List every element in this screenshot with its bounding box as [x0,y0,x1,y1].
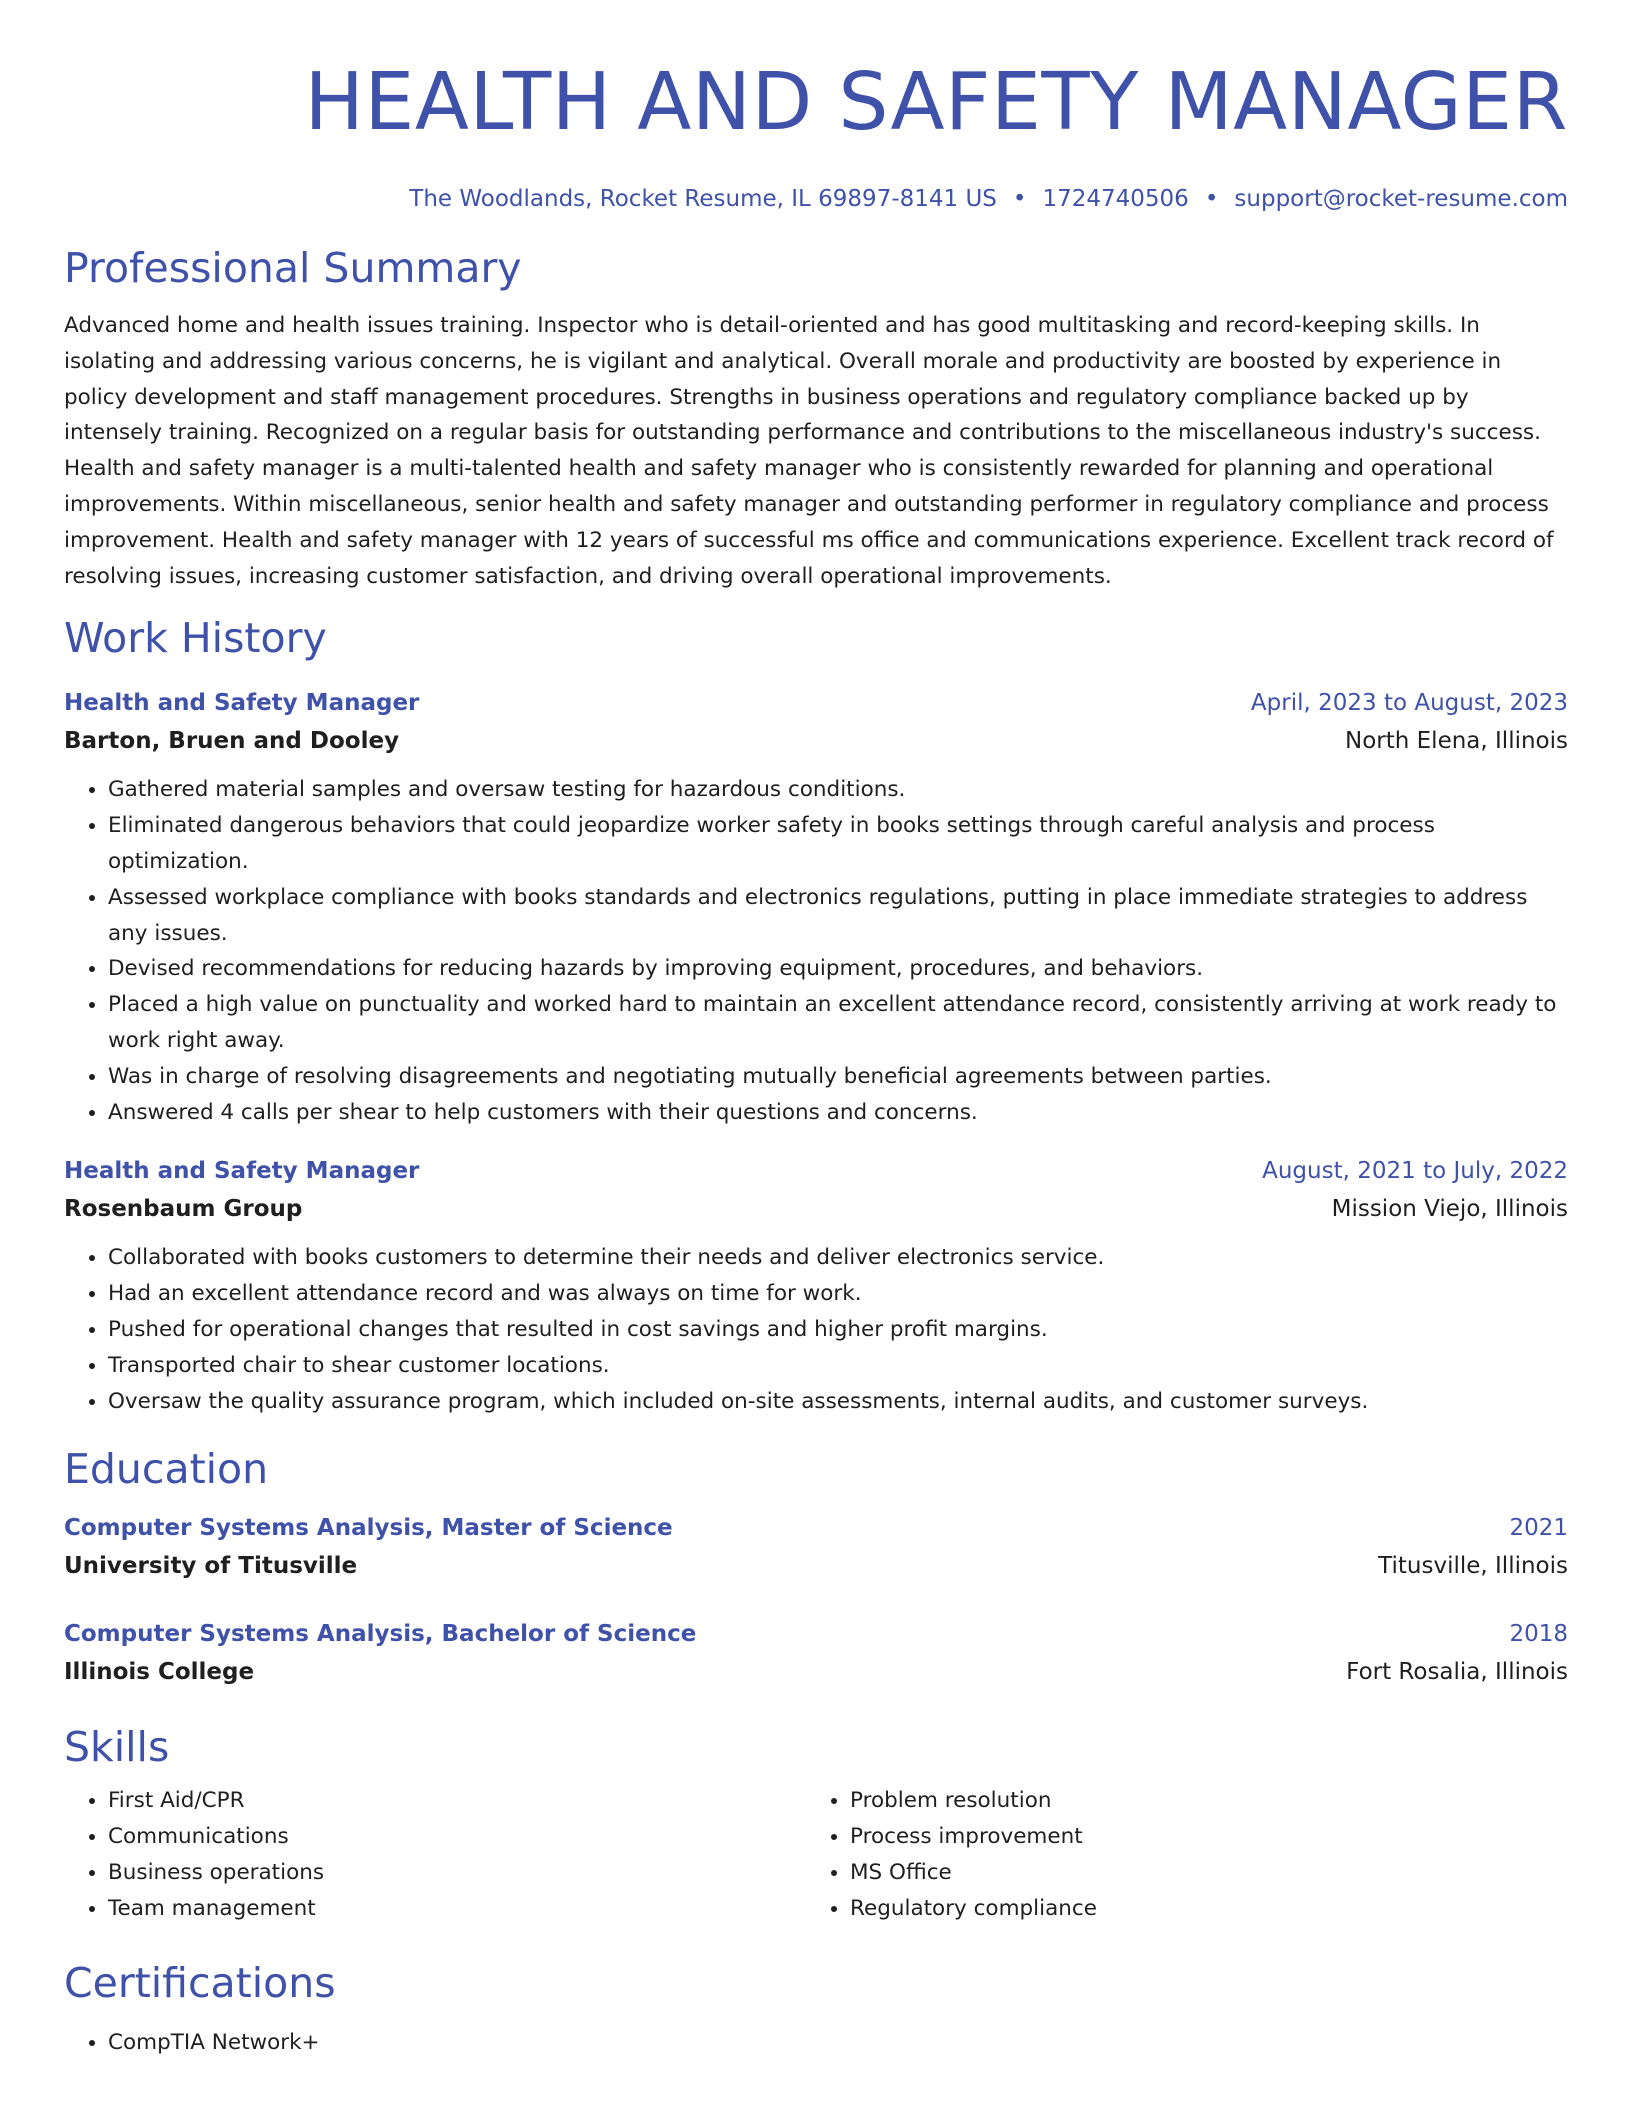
skill-item: • Team management [108,1891,806,1927]
job-title: Health and Safety Manager [64,1158,420,1185]
job-bullet: • Devised recommendations for reducing hazards by improving equipment, procedures, and behaviors. [108,951,1568,987]
section-heading-work-history: Work History [64,614,327,663]
contact-email: support@rocket-resume.com [1234,186,1568,212]
skill-item: • MS Office [850,1855,1548,1891]
summary-paragraph: Advanced home and health issues training. Inspector who is detail-oriented and has good multitasking and record-keeping skills. In isolating and addressing various concerns, he is vigilant and analytical. Overall morale and productivity are boosted by experience in policy development and staff management procedures. Strengths in business operations and regulatory compliance backed up by intensely training. Recognized on a regular basis for outstanding performance and contributions to the miscellaneous industry's success. Health and safety manager is a multi-talented health and safety manager who is consistently rewarded for planning and operational improvements. Within miscellaneous, senior health and safety manager and outstanding performer in regulatory compliance and process improvement. Health and safety manager with 12 years of successful ms office and communications experience. Excellent track record of resolving issues, increasing customer satisfaction, and driving overall operational improvements. [64,313,1554,589]
education-year: 2018 [1509,1621,1568,1648]
job-bullet: • Transported chair to shear customer locations. [108,1348,1568,1384]
skill-item: • Communications [108,1819,806,1855]
job-employer: Rosenbaum Group [64,1196,303,1223]
education-entry [64,1615,1568,1691]
job-bullet: • Eliminated dangerous behaviors that could jeopardize worker safety in books settings through careful analysis and process optimization. [108,808,1568,880]
contact-line [64,182,1568,216]
skill-item: • Problem resolution [850,1783,1548,1819]
job-header-row [64,684,1568,722]
education-entry [64,1509,1568,1585]
job-bullet: • Was in charge of resolving disagreements and negotiating mutually beneficial agreements between parties. [108,1059,1568,1095]
job-bullet: • Had an excellent attendance record and was always on time for work. [108,1276,1568,1312]
job-dates: August, 2021 to July, 2022 [1262,1158,1568,1185]
contact-separator: • [1204,186,1219,212]
education-header-row [64,1509,1568,1547]
job-bullet-list [64,1240,1568,1419]
certifications-list [64,2025,1568,2061]
skills-list [806,1783,1548,1926]
job-title: Health and Safety Manager [64,690,420,717]
job-bullet: • Answered 4 calls per shear to help customers with their questions and concerns. [108,1095,1568,1131]
skill-item: • Business operations [108,1855,806,1891]
section-heading-education: Education [64,1445,269,1494]
resume-title: HEALTH AND SAFETY MANAGER [304,56,1568,148]
job-location: North Elena, Illinois [1345,728,1568,755]
skills-column-right [806,1783,1548,1926]
job-bullet-list [64,772,1568,1130]
job-entry [64,684,1568,1130]
skill-item: • Process improvement [850,1819,1548,1855]
job-location: Mission Viejo, Illinois [1331,1196,1568,1223]
education-year: 2021 [1509,1515,1568,1542]
job-bullet: • Gathered material samples and oversaw testing for hazardous conditions. [108,772,1568,808]
skills-list [64,1783,806,1926]
job-bullet: • Placed a high value on punctuality and worked hard to maintain an excellent attendance record, consistently arriving at work ready to work right away. [108,987,1568,1059]
section-heading-certifications: Certifications [64,1958,336,2007]
education-school: Illinois College [64,1659,255,1686]
job-employer-row [64,1190,1568,1228]
education-degree: Computer Systems Analysis, Bachelor of Science [64,1621,697,1648]
job-header-row [64,1152,1568,1190]
job-employer-row [64,722,1568,760]
job-bullet: • Collaborated with books customers to determine their needs and deliver electronics service. [108,1240,1568,1276]
contact-separator: • [1012,186,1027,212]
education-school-row [64,1547,1568,1585]
job-bullet: • Oversaw the quality assurance program, which included on-site assessments, internal audits, and customer surveys. [108,1384,1568,1420]
education-school: University of Titusville [64,1553,358,1580]
job-dates: April, 2023 to August, 2023 [1250,690,1568,717]
job-entry [64,1152,1568,1419]
education-location: Titusville, Illinois [1378,1553,1568,1580]
skills-grid [64,1783,1568,1926]
education-degree: Computer Systems Analysis, Master of Science [64,1515,673,1542]
skill-item: • First Aid/CPR [108,1783,806,1819]
education-school-row [64,1653,1568,1691]
education-header-row [64,1615,1568,1653]
contact-phone: 1724740506 [1042,186,1189,212]
section-heading-skills: Skills [64,1723,170,1772]
skills-column-left [64,1783,806,1926]
section-heading-summary: Professional Summary [64,244,522,292]
job-bullet: • Pushed for operational changes that resulted in cost savings and higher profit margins. [108,1312,1568,1348]
skill-item: • Regulatory compliance [850,1891,1548,1927]
contact-address: The Woodlands, Rocket Resume, IL 69897-8141 US [409,186,997,212]
education-location: Fort Rosalia, Illinois [1346,1659,1568,1686]
job-employer: Barton, Bruen and Dooley [64,728,400,755]
job-bullet: • Assessed workplace compliance with books standards and electronics regulations, putting in place immediate strategies to address any issues. [108,880,1568,952]
certification-item: • CompTIA Network+ [108,2025,1568,2061]
